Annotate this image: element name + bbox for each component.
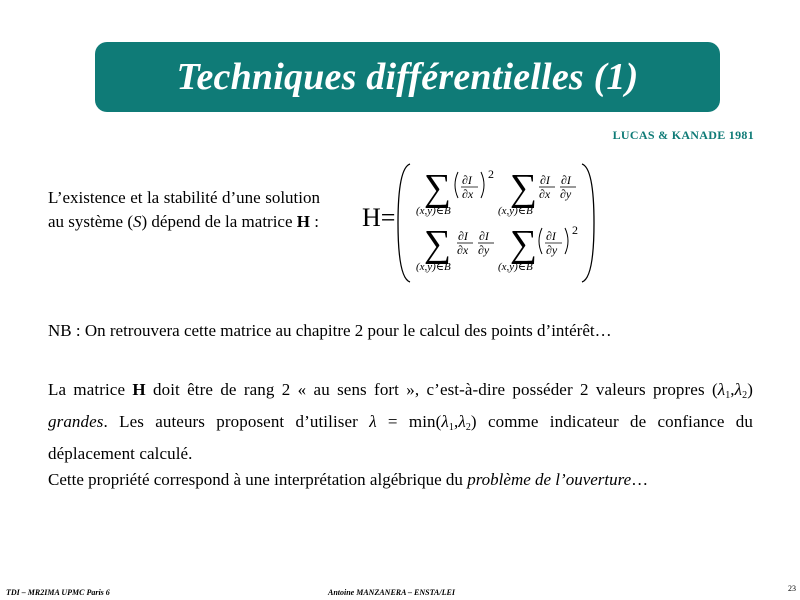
text-part: ) comme indicateur de confiance du déplacement calculé.: [48, 412, 753, 463]
footer-course: TDI – MR2IMA UPMC Paris 6: [6, 588, 110, 597]
paren-left: [539, 228, 542, 254]
paren-left: [455, 172, 458, 198]
subscript: 1: [725, 390, 731, 401]
fraction-num: ∂I: [462, 173, 472, 187]
emphasis-aperture: problème de l’ouverture: [467, 470, 632, 489]
text-part: = min(: [376, 412, 442, 431]
text-part: ): [747, 380, 753, 399]
intro-part: ) dépend de la matrice: [141, 212, 297, 231]
page-number: 23: [788, 584, 796, 593]
fraction-num: ∂I: [540, 173, 550, 187]
paren-right: [565, 228, 568, 254]
fraction-num: ∂I: [458, 229, 468, 243]
matrix-symbol: H: [132, 380, 146, 399]
sum-symbol: ∑: [424, 223, 452, 265]
text-part: Cette propriété correspond à une interprétation algébrique du: [48, 470, 468, 489]
intro-part: :: [310, 212, 319, 231]
fraction-den: ∂x: [457, 243, 469, 257]
intro-text: [48, 186, 320, 234]
sum-symbol: ∑: [424, 167, 452, 209]
formula-lhs: H=: [362, 203, 396, 232]
subscript: 2: [465, 422, 471, 433]
left-bracket: [398, 164, 410, 282]
text-part: …: [631, 470, 649, 489]
paragraph-rank: [48, 377, 753, 467]
intro-part: L’existence et la stabilité d’une solution au système (: [48, 188, 320, 231]
sum-index: (x,y)∈B: [498, 261, 533, 273]
fraction-den: ∂y: [478, 243, 490, 257]
reference-citation: LUCAS & KANADE 1981: [612, 128, 754, 142]
right-bracket: [582, 164, 594, 282]
title-banner: [95, 42, 720, 112]
lambda-symbol: λ: [734, 380, 743, 399]
lambda-symbol: λ: [717, 380, 726, 399]
nb-note: NB : On retrouvera cette matrice au chapitre 2 pour le calcul des points d’intérêt…: [48, 321, 612, 340]
text-part: doit être de rang 2 « au sens fort », c’est-à-dire posséder 2 valeurs propres (: [145, 380, 718, 399]
sum-symbol: ∑: [510, 223, 538, 265]
fraction-num: ∂I: [479, 229, 489, 243]
subscript: 2: [742, 390, 748, 401]
sum-symbol: ∑: [510, 167, 538, 209]
lambda-symbol: λ: [369, 412, 377, 431]
fraction-den: ∂y: [546, 243, 558, 257]
fraction-den: ∂x: [462, 187, 474, 201]
fraction-den: ∂y: [560, 187, 572, 201]
paragraph-aperture: [48, 468, 753, 492]
sum-index: (x,y)∈B: [416, 261, 451, 273]
footer-author: Antoine MANZANERA – ENSTA/LEI: [328, 588, 455, 597]
emphasis-grandes: grandes: [48, 412, 104, 431]
exponent: 2: [488, 167, 494, 181]
sum-index: (x,y)∈B: [498, 205, 533, 217]
text-part: La matrice: [48, 380, 133, 399]
sum-index: (x,y)∈B: [416, 205, 451, 217]
matrix-formula: [362, 158, 602, 288]
formula-svg: [362, 158, 602, 288]
system-symbol: S: [132, 212, 142, 231]
comma: ,: [730, 380, 735, 399]
fraction-num: ∂I: [546, 229, 556, 243]
fraction-den: ∂x: [539, 187, 551, 201]
comma: ,: [453, 412, 459, 431]
exponent: 2: [572, 223, 578, 237]
lambda-symbol: λ: [458, 412, 466, 431]
matrix-symbol: H: [296, 212, 311, 231]
lambda-symbol: λ: [441, 412, 449, 431]
text-part: . Les auteurs proposent d’utiliser: [103, 412, 370, 431]
paren-right: [481, 172, 484, 198]
subscript: 1: [448, 422, 454, 433]
slide-title: Techniques différentielles (1): [176, 56, 639, 98]
fraction-num: ∂I: [561, 173, 571, 187]
